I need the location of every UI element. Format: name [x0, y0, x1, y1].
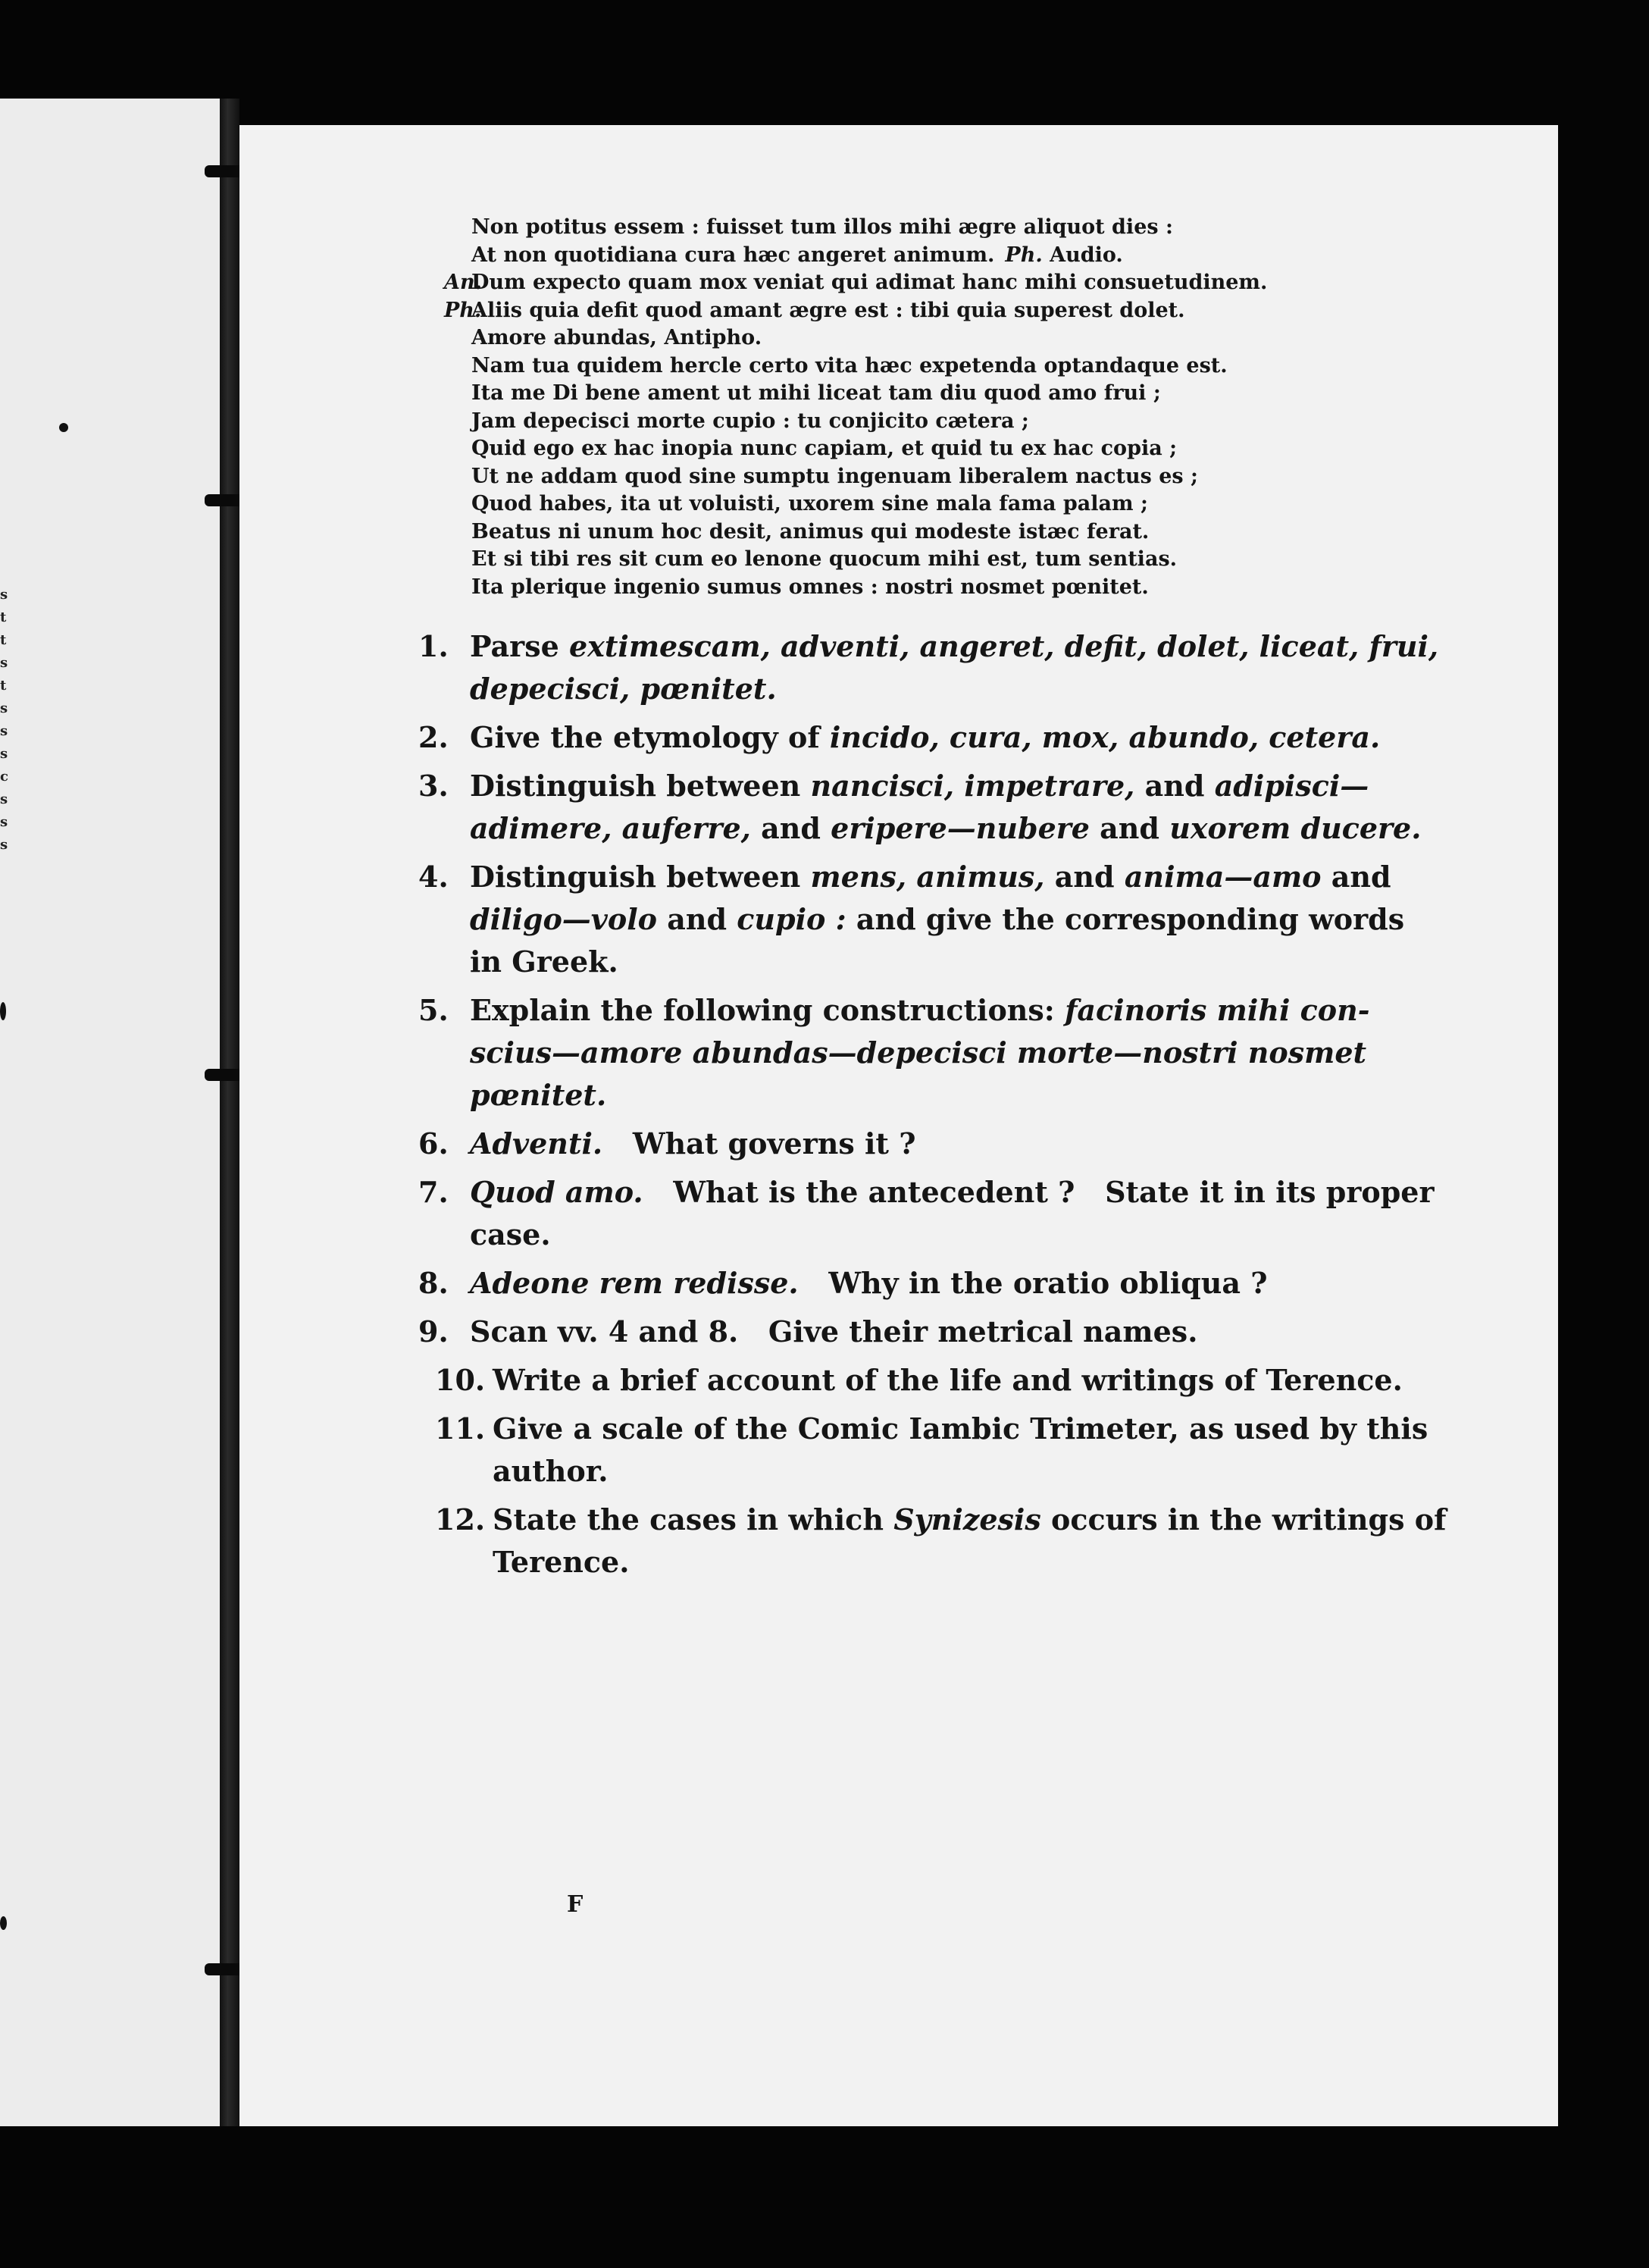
question-text: Distinguish between: [470, 860, 811, 894]
question-text: Scan vv. 4 and 8. Give their metrical names.: [470, 1314, 1198, 1349]
question-text: Give the etymology of: [470, 720, 830, 754]
question-line: [470, 807, 1426, 850]
question-number: 8.: [418, 1266, 449, 1300]
question-text: Why in the oratio obliqua ?: [798, 1266, 1268, 1300]
question-item: [418, 856, 1426, 983]
speaker-label: An.: [444, 271, 482, 294]
question-line: [493, 1359, 1426, 1402]
left-page-char: t: [0, 632, 7, 648]
question-text: and: [750, 811, 831, 845]
passage-line: [418, 518, 1403, 547]
question-number: 3.: [418, 769, 449, 803]
binding-stitch: [205, 494, 242, 506]
passage-line-text: Quid ego ex hac inopia nunc capiam, et quid tu ex hac copia ;: [471, 437, 1178, 460]
passage-line: [418, 490, 1403, 518]
passage-line-text: Ita plerique ingenio sumus omnes : nostri nosmet pœnitet.: [471, 575, 1149, 599]
question-line: [470, 668, 1426, 710]
question-line: [470, 1262, 1426, 1305]
binding-stitch: [205, 1963, 242, 1975]
question-line: [470, 989, 1426, 1032]
left-page-char: t: [0, 609, 7, 625]
question-line: [470, 625, 1439, 668]
question-item: [418, 625, 1439, 710]
left-page-cut-text: [0, 584, 18, 857]
question-text: Write a brief account of the life and writings of Terence.: [493, 1363, 1403, 1397]
passage-line-text: Beatus ni unum hoc desit, animus qui modeste istæc ferat.: [471, 519, 1150, 544]
left-page-char: s: [0, 655, 8, 671]
question-text: What governs it ?: [602, 1126, 916, 1161]
question-item: [418, 1171, 1435, 1256]
question-line: [470, 898, 1426, 941]
question-text: and: [1089, 811, 1170, 845]
question-text: author.: [493, 1454, 609, 1488]
left-page-speck: [0, 1916, 7, 1930]
question-line: [493, 1450, 1426, 1493]
question-italic-text: scius—amore abundas—depecisci morte—nostri nosmet: [470, 1035, 1367, 1070]
left-page-speck: [59, 423, 68, 432]
latin-passage: [418, 214, 1403, 601]
question-italic-text: cupio :: [737, 902, 846, 936]
left-page-char: c: [0, 769, 8, 785]
left-page-char: s: [0, 837, 8, 853]
question-item: [418, 1262, 1426, 1305]
question-line: [470, 1214, 1426, 1256]
question-text: and: [1134, 769, 1215, 803]
question-italic-text: diligo—volo: [470, 902, 657, 936]
passage-line-text: Quod habes, ita ut voluisti, uxorem sine mala fama palam ;: [471, 492, 1148, 515]
question-text: in Greek.: [470, 944, 618, 979]
question-line: [470, 1074, 1426, 1117]
question-text: and: [1044, 860, 1125, 894]
question-number: 4.: [418, 860, 449, 894]
question-number: 7.: [418, 1175, 449, 1209]
question-line: [470, 1311, 1426, 1353]
question-text: Terence.: [493, 1545, 630, 1579]
question-number: 2.: [418, 720, 449, 754]
left-page-char: s: [0, 746, 8, 762]
binding-stitch: [205, 1069, 242, 1081]
question-line: [493, 1499, 1447, 1541]
left-page-fragment: [0, 99, 220, 2130]
question-number: 12.: [435, 1502, 486, 1537]
left-page-speck: [0, 1002, 6, 1020]
question-item: [418, 716, 1426, 759]
question-italic-text: Adeone rem redisse.: [470, 1266, 799, 1300]
question-text: State the cases in which: [493, 1502, 894, 1537]
question-item: [418, 1359, 1426, 1402]
question-list: [418, 625, 1447, 1590]
passage-line: [418, 408, 1403, 436]
question-italic-text: incido, cura, mox, abundo, cetera.: [829, 720, 1381, 754]
passage-line: [418, 463, 1403, 491]
speaker-label: Ph.: [1005, 243, 1043, 267]
left-page-char: s: [0, 814, 8, 830]
question-text: and: [1321, 860, 1391, 894]
question-italic-text: anima—amo: [1124, 860, 1322, 894]
passage-line-text: Aliis quia defit quod amant ægre est : tibi quia superest dolet.: [471, 298, 1185, 322]
passage-line: [418, 269, 1403, 297]
left-page-char: s: [0, 723, 8, 739]
question-line: [493, 1541, 1426, 1584]
question-text: and: [657, 902, 737, 936]
question-text: Give a scale of the Comic Iambic Trimeter, as used by this: [493, 1411, 1428, 1446]
question-item: [418, 765, 1426, 850]
question-line: [470, 1032, 1426, 1074]
question-italic-text: facinoris mihi con-: [1065, 993, 1370, 1027]
binding-gutter: [220, 99, 239, 2130]
passage-line: [418, 242, 1403, 270]
question-number: 5.: [418, 993, 449, 1027]
question-line: [470, 1171, 1435, 1214]
scan-top-border: [0, 0, 1649, 125]
passage-line-text: Et si tibi res sit cum eo lenone quocum mihi est, tum sentias.: [471, 547, 1178, 571]
question-italic-text: Quod amo.: [470, 1175, 643, 1209]
question-text: Parse: [470, 629, 569, 663]
question-italic-text: mens, animus,: [810, 860, 1045, 894]
question-number: 1.: [418, 629, 449, 663]
left-page-char: s: [0, 700, 8, 716]
question-text: occurs in the writings of: [1040, 1502, 1447, 1537]
question-item: [418, 1123, 1426, 1165]
passage-line: [418, 352, 1403, 381]
question-line: [470, 765, 1426, 807]
passage-line: [418, 324, 1403, 352]
passage-line-text: Nam tua quidem hercle certo vita hæc expetenda optandaque est.: [471, 353, 1228, 377]
question-italic-text: Adventi.: [470, 1126, 603, 1161]
question-italic-text: extimescam, adventi, angeret, defit, dolet, liceat, frui,: [569, 629, 1439, 663]
question-number: 6.: [418, 1126, 449, 1161]
passage-line: [418, 546, 1403, 574]
question-line: [470, 941, 1426, 983]
left-page-char: s: [0, 791, 8, 807]
question-number: 9.: [418, 1314, 449, 1349]
question-text: and give the corresponding words: [846, 902, 1405, 936]
question-text: Explain the following constructions:: [470, 993, 1065, 1027]
left-page-char: t: [0, 678, 7, 694]
question-item: [418, 1499, 1447, 1584]
passage-line: [418, 380, 1403, 408]
scan-bottom-border: [0, 2126, 1649, 2268]
question-line: [493, 1408, 1426, 1450]
speaker-label: Ph.: [444, 298, 482, 322]
question-item: [418, 989, 1426, 1117]
question-line: [470, 856, 1426, 898]
passage-line: [418, 214, 1403, 242]
question-italic-text: depecisci, pœnitet.: [470, 672, 777, 706]
question-italic-text: pœnitet.: [470, 1078, 607, 1112]
left-page-char: s: [0, 587, 8, 603]
passage-line-text: Amore abundas, Antipho.: [471, 326, 762, 349]
question-italic-text: eripere—nubere: [831, 811, 1090, 845]
passage-line-text: Ut ne addam quod sine sumptu ingenuam liberalem nactus es ;: [471, 464, 1198, 488]
signature-mark: F: [567, 1891, 584, 1918]
passage-line: [418, 574, 1403, 602]
question-number: 11.: [435, 1411, 486, 1446]
passage-line: [418, 297, 1403, 325]
question-number: 10.: [435, 1363, 486, 1397]
passage-line-text: Dum expecto quam mox veniat qui adimat hanc mihi consuetudinem.: [471, 271, 1268, 294]
question-line: [470, 716, 1426, 759]
question-line: [470, 1123, 1426, 1165]
binding-stitch: [205, 165, 242, 177]
scan-right-border: [1558, 125, 1649, 2126]
question-italic-text: uxorem ducere.: [1169, 811, 1422, 845]
passage-line-text: Jam depecisci morte cupio : tu conjicito cætera ;: [471, 409, 1029, 433]
passage-line-text: At non quotidiana cura hæc angeret animum.: [471, 243, 995, 267]
question-item: [418, 1311, 1426, 1353]
question-italic-text: nancisci, impetrare,: [810, 769, 1135, 803]
question-italic-text: Synizesis: [893, 1502, 1041, 1537]
question-text: case.: [470, 1217, 551, 1251]
passage-line-trail: Audio.: [1042, 243, 1123, 267]
question-text: What is the antecedent ? State it in its proper: [643, 1175, 1435, 1209]
question-italic-text: adimere, auferre,: [470, 811, 751, 845]
question-text: Distinguish between: [470, 769, 811, 803]
passage-line: [418, 435, 1403, 463]
passage-line-text: Ita me Di bene ament ut mihi liceat tam diu quod amo frui ;: [471, 381, 1161, 405]
passage-line-text: Non potitus essem : fuisset tum illos mihi ægre aliquot dies :: [471, 215, 1173, 239]
question-item: [418, 1408, 1426, 1493]
question-italic-text: adipisci—: [1214, 769, 1369, 803]
